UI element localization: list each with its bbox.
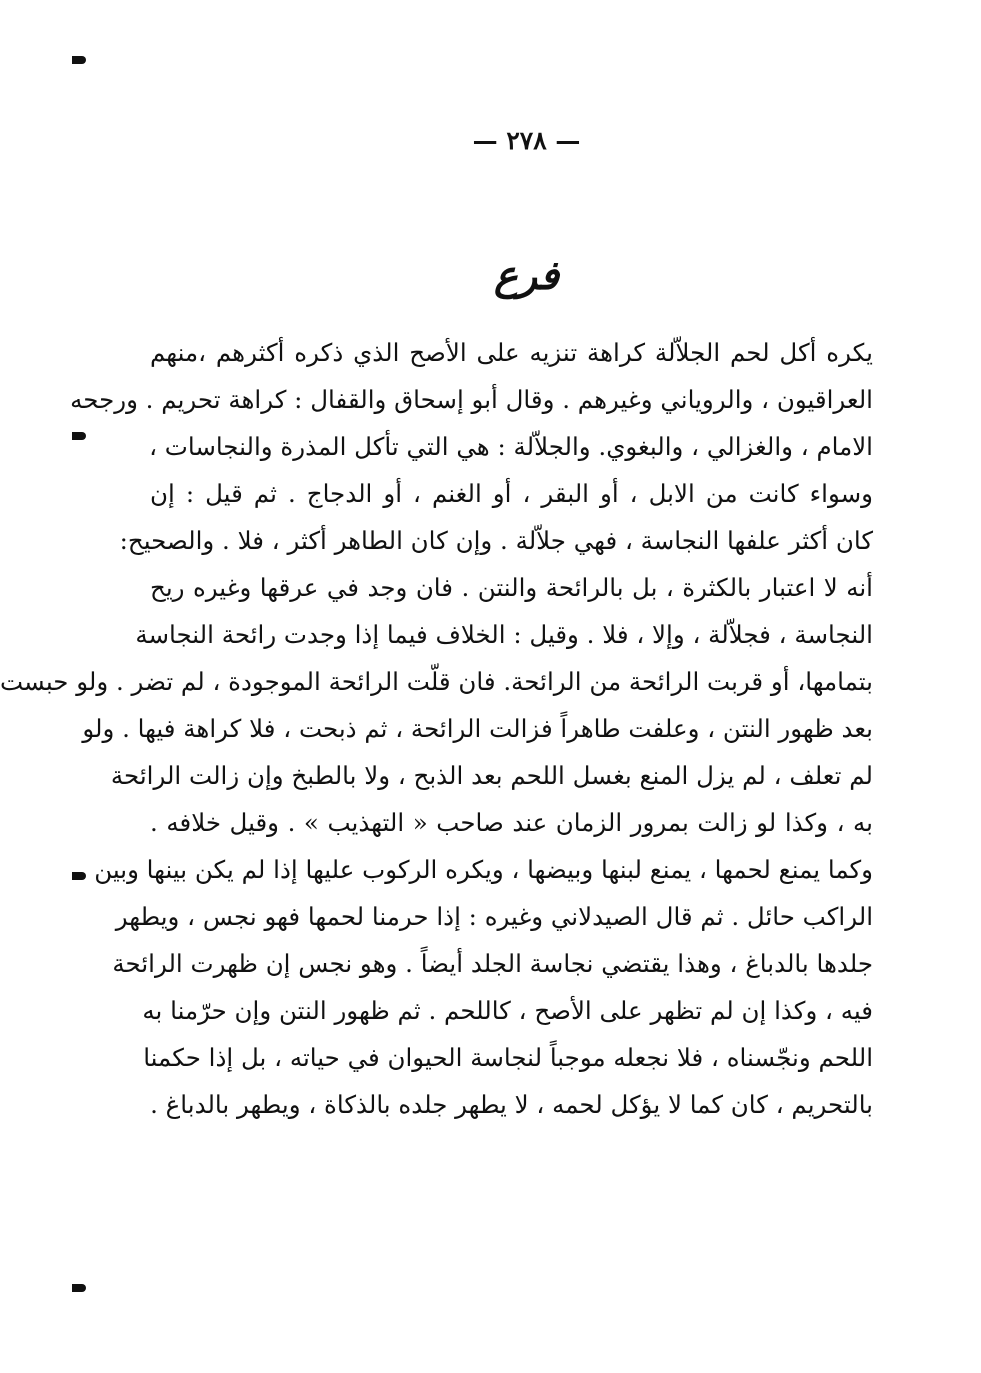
text-line: فيه ، وكذا إن لم تظهر على الأصح ، كاللحم . ثم ظهور النتن وإن حرّمنا به [142, 996, 873, 1025]
text-line: به ، وكذا لو زالت بمرور الزمان عند صاحب « التهذيب » . وقيل خلافه . [150, 808, 873, 837]
page-number: — ٢٧٨ — [472, 126, 581, 155]
text-line: العراقيون ، والروياني وغيرهم . وقال أبو إسحاق والقفال : كراهة تحريم . ورجحه [70, 385, 873, 414]
text-line: يكره أكل لحم الجلاّلة كراهة تنزيه على الأصح الذي ذكره أكثرهم ،منهم [150, 338, 873, 367]
margin-mark [72, 432, 86, 440]
margin-mark [72, 1284, 86, 1292]
margin-mark [72, 872, 86, 880]
section-heading: فرع [493, 252, 560, 299]
text-line: الراكب حائل . ثم قال الصيدلاني وغيره : إذا حرمنا لحمها فهو نجس ، ويطهر [115, 902, 873, 931]
text-line: بالتحريم ، كان كما لا يؤكل لحمه ، لا يطهر جلده بالذكاة ، ويطهر بالدباغ . [150, 1090, 873, 1119]
text-line: النجاسة ، فجلاّلة ، وإلا ، فلا . وقيل : الخلاف فيما إذا وجدت رائحة النجاسة [135, 620, 873, 649]
text-line: أنه لا اعتبار بالكثرة ، بل بالرائحة والنتن . فان وجد في عرقها وغيره ريح [150, 573, 873, 602]
text-line: الامام ، والغزالي ، والبغوي. والجلاّلة : هي التي تأكل المذرة والنجاسات ، [149, 432, 873, 461]
text-line: اللحم ونجّسناه ، فلا نجعله موجباً لنجاسة الحيوان في حياته ، بل إذا حكمنا [143, 1043, 873, 1072]
text-line: وكما يمنع لحمها ، يمنع لبنها وبيضها ، ويكره الركوب عليها إذا لم يكن بينها وبين [94, 855, 873, 884]
margin-mark [72, 56, 86, 64]
text-line: وسواء كانت من الابل ، أو البقر ، أو الغنم ، أو الدجاج . ثم قيل : إن [150, 479, 873, 508]
text-line: بعد ظهور النتن ، وعلفت طاهراً فزالت الرائحة ، ثم ذبحت ، فلا كراهة فيها . ولو [82, 714, 873, 743]
text-line: بتمامها، أو قربت الرائحة من الرائحة. فان قلّت الرائحة الموجودة ، لم تضر . ولو حبست [0, 667, 873, 696]
body-text [0, 329, 873, 1128]
text-line: كان أكثر علفها النجاسة ، فهي جلاّلة . وإن كان الطاهر أكثر ، فلا . والصحيح: [119, 526, 873, 555]
text-line: جلدها بالدباغ ، وهذا يقتضي نجاسة الجلد أيضاً . وهو نجس إن ظهرت الرائحة [112, 949, 873, 978]
text-line: لم تعلف ، لم يزل المنع بغسل اللحم بعد الذبح ، ولا بالطبخ وإن زالت الرائحة [110, 761, 873, 790]
